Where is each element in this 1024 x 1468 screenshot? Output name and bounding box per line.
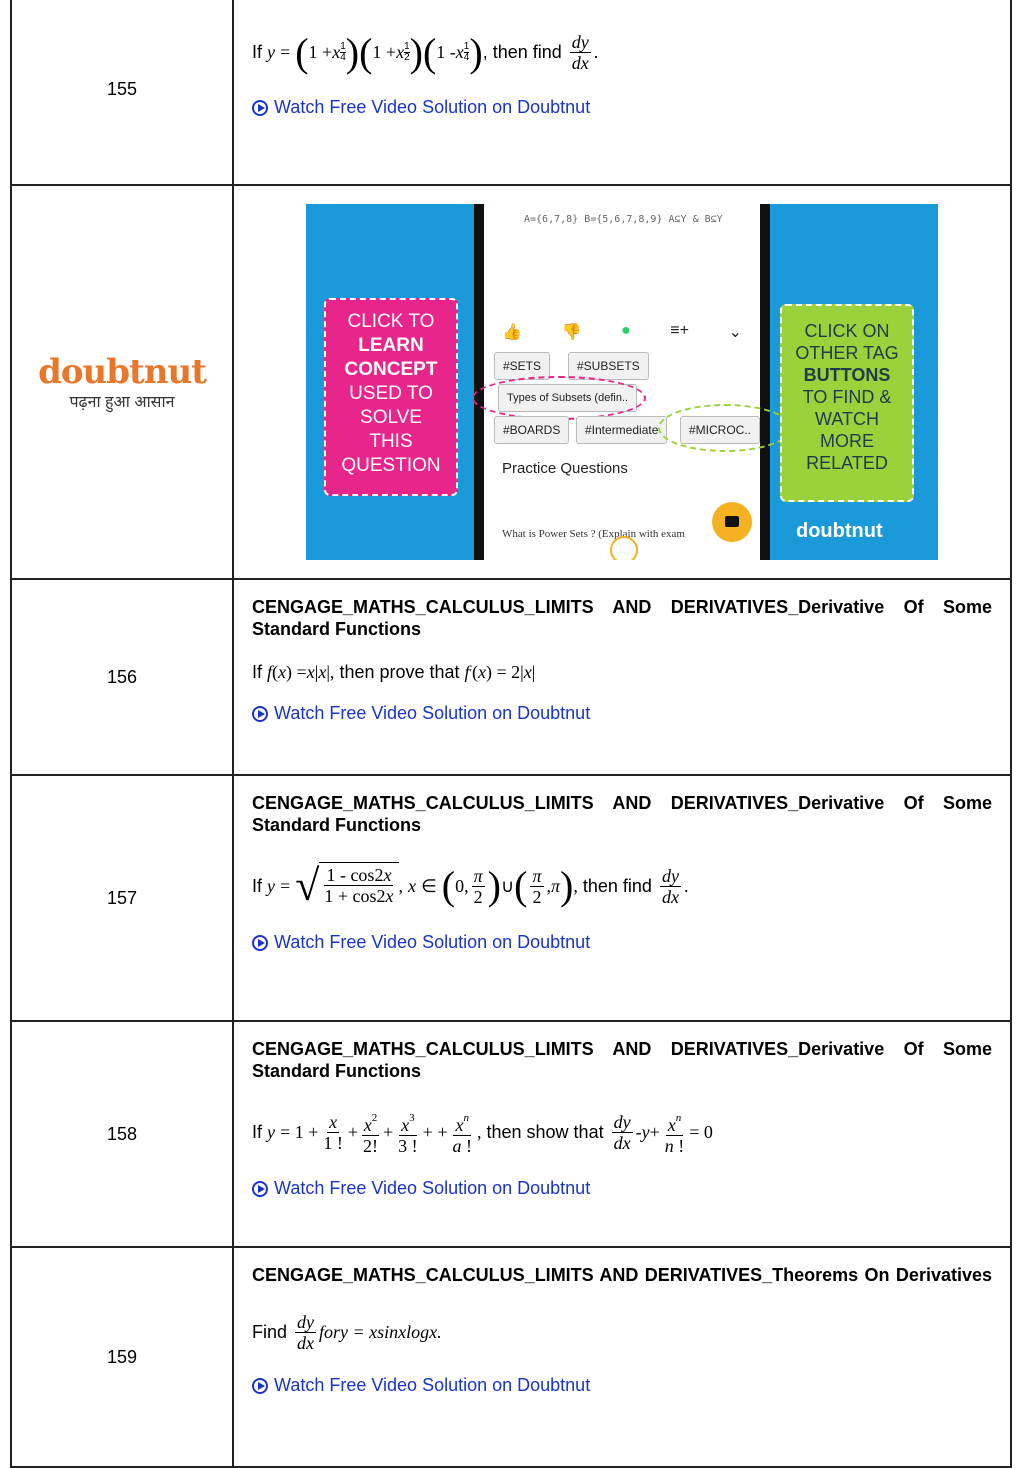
topic-heading: CENGAGE_MATHS_CALCULUS_LIMITS AND DERIVATIVES_Theorems On Derivatives <box>252 1265 992 1285</box>
doubtnut-logo: doubtnut पढ़ना हुआ आसान <box>38 352 206 411</box>
tag-chip[interactable]: Types of Subsets (defin.. <box>498 384 637 412</box>
whatsapp-icon[interactable]: ● <box>621 322 631 339</box>
topic-heading: CENGAGE_MATHS_CALCULUS_LIMITS AND DERIVATIVES_Derivative Of Some Standard Functions <box>252 1039 992 1081</box>
table-row <box>11 185 1011 579</box>
question-text: Find $\frac{dy}{dx}$ fory = xsinxlogx. <box>252 1312 442 1353</box>
question-text: If y = ( 1 + x 1 4 ) ( 1 + x 1 2 ) ( 1 - x 1 4 ) , then find $\frac{dy}{dx}$ . <box>252 29 599 75</box>
play-circle-icon <box>252 100 268 116</box>
watch-video-link[interactable]: Watch Free Video Solution on Doubtnut <box>252 97 992 118</box>
chevron-down-icon[interactable]: ⌄ <box>728 324 742 341</box>
practice-heading: Practice Questions <box>502 460 628 477</box>
learn-concept-button[interactable]: CLICK TO LEARN CONCEPT USED TO SOLVE THIS QUESTION <box>324 298 458 496</box>
camera-icon[interactable] <box>712 502 752 542</box>
logo-cell <box>11 185 233 579</box>
other-tags-button[interactable]: CLICK ON OTHER TAG BUTTONS TO FIND & WATCH MORE RELATED <box>780 304 914 502</box>
question-cell <box>233 775 1011 1021</box>
phone-screen: A={6,7,8} B={5,6,7,8,9} A⊆Y & B⊆Y 👍 👎 ● ≡+ ⌄ #SETS #SUBSETS Types of Subsets (defin.. #BOARDS #Intermediate #MICROC.. Practice Questions What is Power Sets ? (Explain with exam <box>484 204 760 560</box>
tag-chip[interactable]: #BOARDS <box>494 416 569 444</box>
action-icons <box>502 322 742 342</box>
question-cell <box>233 1247 1011 1467</box>
play-circle-icon <box>252 706 268 722</box>
tag-chip[interactable]: #SETS <box>494 352 550 380</box>
highlight-oval <box>472 376 646 420</box>
question-number: 159 <box>11 1247 233 1467</box>
question-number: 156 <box>11 579 233 775</box>
question-table <box>10 0 1012 1468</box>
watch-video-link[interactable]: Watch Free Video Solution on Doubtnut <box>252 1375 992 1396</box>
table-row <box>11 579 1011 775</box>
table-row <box>11 1021 1011 1247</box>
tag-chip[interactable]: #SUBSETS <box>568 352 649 380</box>
watch-video-link[interactable]: Watch Free Video Solution on Doubtnut <box>252 703 992 724</box>
topic-heading: CENGAGE_MATHS_CALCULUS_LIMITS AND DERIVATIVES_Derivative Of Some Standard Functions <box>252 597 992 639</box>
table-row <box>11 775 1011 1021</box>
tag-chip[interactable]: #MICROC.. <box>680 416 760 444</box>
watch-video-link[interactable]: Watch Free Video Solution on Doubtnut <box>252 1178 992 1199</box>
thumbs-down-icon[interactable]: 👎 <box>561 324 582 341</box>
play-circle-icon <box>252 935 268 951</box>
question-text: If y = 1 + $\frac{x}{1 !}$ + $\frac{x^2}{2!}$ + $\frac{x^3}{3 !}$ + + $\frac{x^n}{a !}$ , then show that $\frac{dy}{dx}$ - y + $\frac{x^n}{n !}$ = 0 <box>252 1108 992 1156</box>
play-icon[interactable] <box>610 536 638 560</box>
question-text: If f ( x ) = x | x |, then prove that f ′ ( x ) = 2| x | <box>252 662 536 682</box>
promo-banner[interactable] <box>306 204 938 560</box>
question-cell <box>233 1021 1011 1247</box>
play-circle-icon <box>252 1181 268 1197</box>
banner-cell <box>233 185 1011 579</box>
question-text: If y = √ $\frac{1 - \cos 2x}{1 + \cos 2x}$ , x ∈ ( 0, $\frac{\pi}{2}$ ) ∪ ( $\frac{\pi}{2}$ , π ) , then find $\frac{dy}{dx}$ . <box>252 861 689 910</box>
thumbs-up-icon[interactable]: 👍 <box>502 324 522 341</box>
table-row <box>11 0 1011 185</box>
highlight-oval <box>658 404 792 452</box>
question-cell <box>233 0 1011 185</box>
watch-video-link[interactable]: Watch Free Video Solution on Doubtnut <box>252 932 992 953</box>
phone-mockup <box>474 204 770 560</box>
play-circle-icon <box>252 1378 268 1394</box>
question-number: 157 <box>11 775 233 1021</box>
add-playlist-icon[interactable]: ≡+ <box>670 322 689 339</box>
topic-heading: CENGAGE_MATHS_CALCULUS_LIMITS AND DERIVATIVES_Derivative Of Some Standard Functions <box>252 793 992 835</box>
tag-chip[interactable]: #Intermediate <box>576 416 667 444</box>
question-number: 155 <box>11 0 233 185</box>
doubtnut-logo-small: doubtnut <box>796 520 883 542</box>
table-row <box>11 1247 1011 1467</box>
question-number: 158 <box>11 1021 233 1247</box>
question-preview[interactable]: What is Power Sets ? (Explain with exam <box>502 528 685 540</box>
question-cell <box>233 579 1011 775</box>
